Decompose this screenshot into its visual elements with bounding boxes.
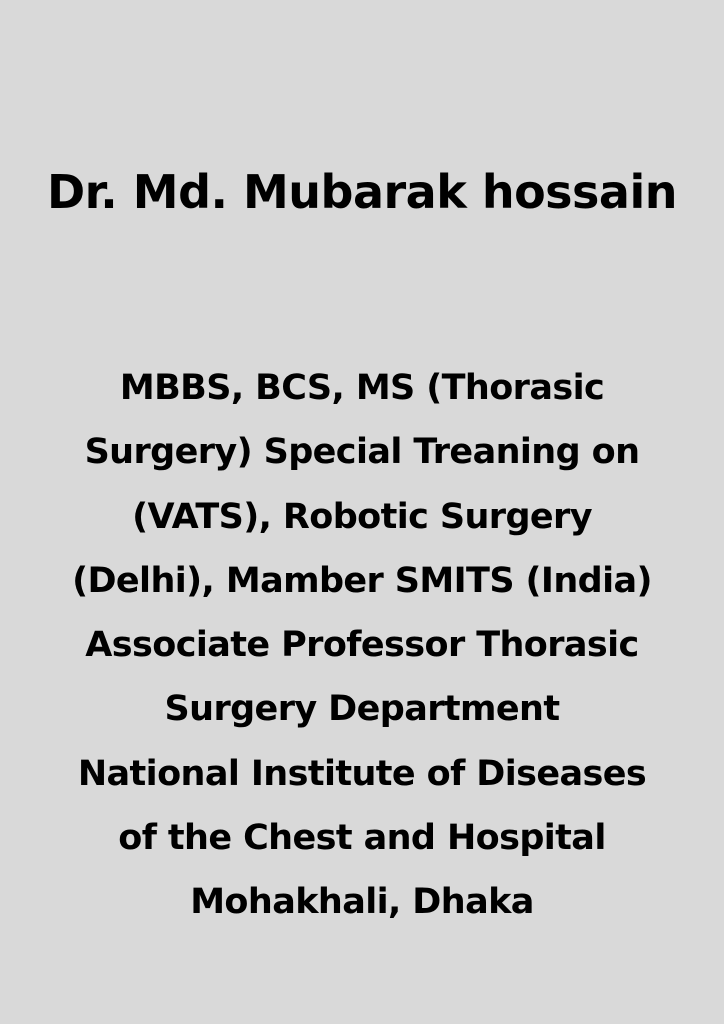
credentials-line: National Institute of Diseases <box>77 753 647 794</box>
credentials-line: of the Chest and Hospital <box>118 818 606 859</box>
credentials-line: Surgery) Special Treaning on <box>84 432 640 473</box>
credentials-line: Surgery Department <box>164 689 560 730</box>
credentials-line: (VATS), Robotic Surgery <box>132 496 592 537</box>
credentials-line: Associate Professor Thorasic <box>85 625 639 666</box>
doctor-name: Dr. Md. Mubarak hossain <box>47 165 677 219</box>
credentials-block <box>14 356 710 935</box>
credentials-line: (Delhi), Mamber SMITS (India) <box>72 560 652 601</box>
credentials-line: MBBS, BCS, MS (Thorasic <box>119 368 605 408</box>
credentials-line: Mohakhali, Dhaka <box>190 882 534 923</box>
